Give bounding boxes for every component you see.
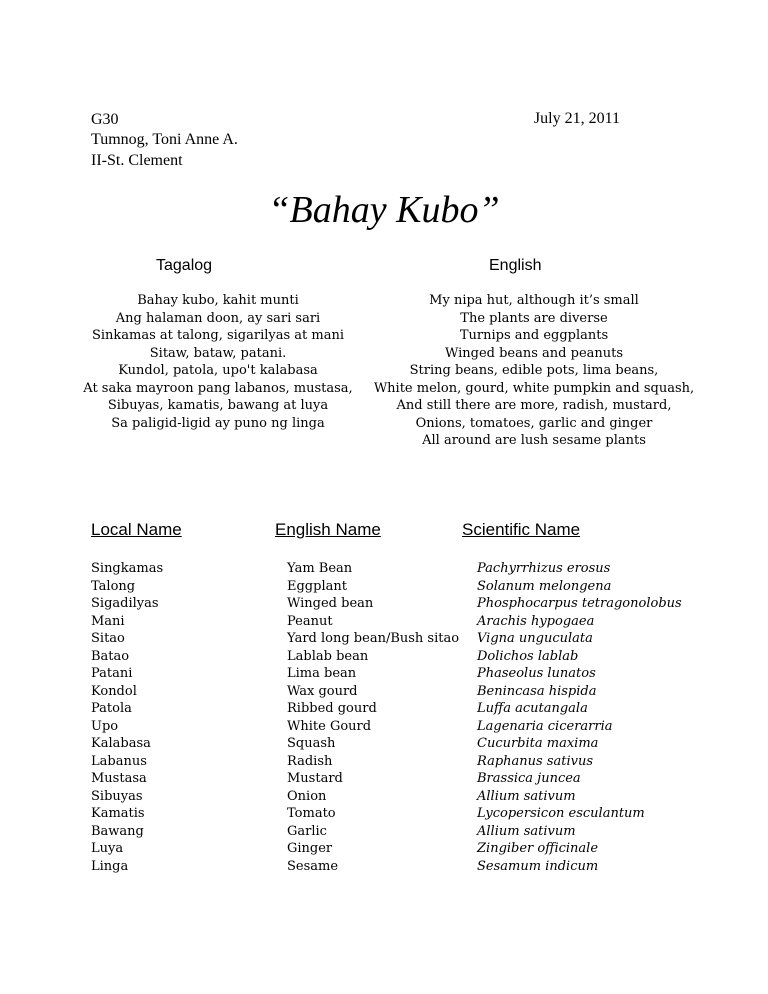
local-name-cell: Kondol <box>91 683 137 699</box>
lyric-line: Kundol, patola, upo't kalabasa <box>118 363 318 378</box>
scientific-name-cell: Allium sativum <box>477 823 576 839</box>
lyric-line: String beans, edible pots, lima beans, <box>409 363 659 378</box>
english-name-cell: Ginger <box>287 841 333 856</box>
lyric-line: White melon, gourd, white pumpkin and squash, <box>373 380 695 396</box>
lyric-line: Sa paligid-ligid ay puno ng linga <box>111 415 325 431</box>
lyric-line: Sibuyas, kamatis, bawang at luya <box>107 398 329 413</box>
local-name-cell: Patola <box>91 701 132 716</box>
english-name-cell: White Gourd <box>287 718 372 734</box>
local-name-cell: Mani <box>91 613 125 629</box>
scientific-name-cell: Sesamum indicum <box>477 858 599 874</box>
lyric-line: Ang halaman doon, ay sari sari <box>115 310 321 326</box>
english-name-cell: Winged bean <box>287 596 374 611</box>
english-name-cell: Ribbed gourd <box>287 701 377 716</box>
tagalog-lyrics <box>78 292 358 432</box>
english-lyrics <box>370 292 698 450</box>
section-label: II-St. Clement <box>91 152 183 169</box>
scientific-name-cell: Solanum melongena <box>477 578 612 594</box>
english-name-cell: Yam Bean <box>287 561 353 576</box>
local-name-cell: Mustasa <box>91 771 147 786</box>
local-name-header: Local Name <box>91 520 182 539</box>
scientific-name-cell: Lagenaria cicerarria <box>477 718 613 734</box>
page-title: “Bahay Kubo” <box>268 189 500 231</box>
lyric-line: Turnips and eggplants <box>459 328 609 343</box>
local-name-cell: Bawang <box>91 823 144 839</box>
english-name-cell: Radish <box>287 753 333 769</box>
scientific-name-cell: Brassica juncea <box>477 771 581 786</box>
english-name-cell: Lablab bean <box>287 648 369 664</box>
tagalog-heading: Tagalog <box>156 257 213 274</box>
lyric-line: Onions, tomatoes, garlic and ginger <box>415 415 653 431</box>
english-name-cell: Wax gourd <box>287 683 358 699</box>
english-heading: English <box>489 257 542 274</box>
lyric-line: At saka mayroon pang labanos, mustasa, <box>83 380 353 396</box>
scientific-name-header: Scientific Name <box>462 520 581 539</box>
scientific-name-cell: Zingiber officinale <box>477 841 599 856</box>
lyric-line: All around are lush sesame plants <box>422 433 646 448</box>
lyric-line: Bahay kubo, kahit munti <box>137 293 299 308</box>
english-name-cell: Garlic <box>287 823 327 839</box>
scientific-name-column <box>477 560 682 875</box>
english-name-cell: Mustard <box>287 771 343 786</box>
english-name-cell: Peanut <box>287 613 333 629</box>
student-name: Tumnog, Toni Anne A. <box>91 131 238 148</box>
lyric-line: Sitaw, bataw, patani. <box>149 345 287 361</box>
english-name-cell: Eggplant <box>287 578 347 594</box>
english-name-cell: Yard long bean/Bush sitao <box>287 631 460 646</box>
scientific-name-cell: Cucurbita maxima <box>477 736 599 751</box>
scientific-name-cell: Pachyrrhizus erosus <box>477 561 611 576</box>
local-name-cell: Kamatis <box>91 806 145 821</box>
local-name-cell: Labanus <box>91 753 147 769</box>
local-name-cell: Sitao <box>91 631 125 646</box>
local-name-cell: Kalabasa <box>91 736 151 751</box>
local-name-column <box>91 560 163 875</box>
local-name-cell: Linga <box>91 858 129 874</box>
english-name-cell: Onion <box>287 788 327 804</box>
scientific-name-cell: Phaseolus lunatos <box>477 666 596 681</box>
local-name-cell: Luya <box>91 841 124 856</box>
local-name-cell: Sigadilyas <box>91 596 159 611</box>
local-name-cell: Patani <box>91 666 133 681</box>
lyric-line: Winged beans and peanuts <box>444 345 624 361</box>
scientific-name-cell: Phosphocarpus tetragonolobus <box>477 596 682 611</box>
english-name-cell: Tomato <box>287 806 336 821</box>
scientific-name-cell: Dolichos lablab <box>477 648 579 664</box>
scientific-name-cell: Benincasa hispida <box>477 683 597 699</box>
scientific-name-cell: Raphanus sativus <box>477 753 594 769</box>
lyric-line: My nipa hut, although it’s small <box>429 293 639 308</box>
local-name-cell: Upo <box>91 718 119 734</box>
scientific-name-cell: Lycopersicon esculantum <box>477 806 645 821</box>
scientific-name-cell: Arachis hypogaea <box>477 613 595 629</box>
english-name-column <box>287 560 459 875</box>
english-name-header: English Name <box>275 520 381 539</box>
scientific-name-cell: Luffa acutangala <box>477 701 588 716</box>
local-name-cell: Singkamas <box>91 561 164 576</box>
scientific-name-cell: Allium sativum <box>477 788 576 804</box>
english-name-cell: Squash <box>287 736 336 751</box>
english-name-cell: Sesame <box>287 858 339 874</box>
lyric-line: Sinkamas at talong, sigarilyas at mani <box>91 328 344 343</box>
lyric-line: The plants are diverse <box>460 310 608 326</box>
english-name-cell: Lima bean <box>287 666 357 681</box>
lyric-line: And still there are more, radish, mustard, <box>396 398 672 413</box>
document-date: July 21, 2011 <box>533 110 620 127</box>
local-name-cell: Talong <box>91 578 136 594</box>
local-name-cell: Sibuyas <box>91 788 143 804</box>
local-name-cell: Batao <box>91 648 130 664</box>
class-code: G30 <box>91 111 119 128</box>
scientific-name-cell: Vigna unguculata <box>477 631 593 646</box>
